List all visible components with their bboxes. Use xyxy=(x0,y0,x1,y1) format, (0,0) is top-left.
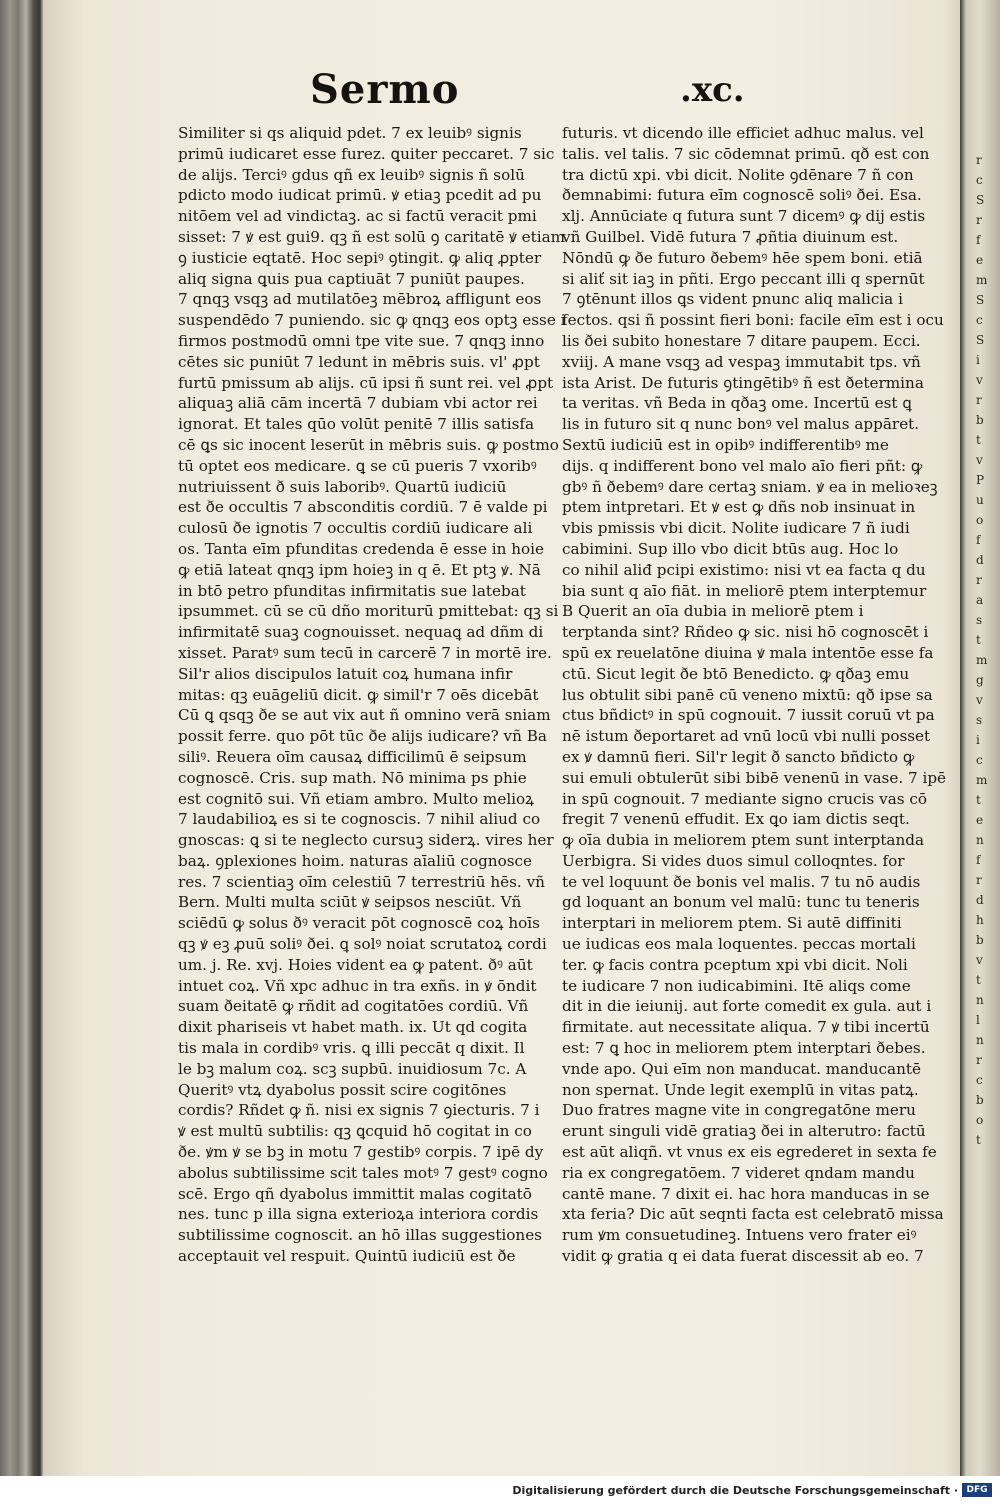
text-line: cētes sic puniūt 7 ledunt in mēbris suis. vl' ꝓpt xyxy=(178,352,540,371)
text-line: nitōem vel ad vindictaꝫ. ac si factū veracit pmi xyxy=(178,207,537,226)
dfg-logo: DFG xyxy=(962,1483,992,1497)
text-line: possit ferre. quo pōt tūc ðe alijs iudicare? vñ Ba xyxy=(178,727,547,746)
text-line: baꝝ. ꝯplexiones hoim. naturas aīaliū cognosce xyxy=(178,851,533,870)
text-line: ria ex congregatōem. 7 videret qndam mandu xyxy=(562,1163,915,1182)
text-line: si aliť sit iaꝫ in pñti. Ergo peccant illi q spernūt xyxy=(562,269,925,288)
text-line: in spū cognouit. 7 mediante signo crucis vas cō xyxy=(562,789,928,808)
text-line: os. Tanta eīm pfunditas credenda ē esse in hoie xyxy=(178,539,544,558)
text-line: ipsummet. cū se cū dño moriturū pmittebat: qꝫ si xyxy=(178,602,559,621)
text-line: ꝯ iusticie eqtatē. Hoc sepiꝰ ꝯtingit. ꝙ aliq ꝓpter xyxy=(178,248,542,267)
text-line: te vel loquunt ðe bonis vel malis. 7 tu nō audis xyxy=(562,872,921,891)
text-line: qꝫ ꝟ eꝫ ꝓuū soliꝰ ðei. ꝗ solꝰ noiat scrutatoꝝ cordi xyxy=(178,935,547,954)
text-line: tra dictū xpi. vbi dicit. Nolite ꝯdēnare 7 ñ con xyxy=(562,165,914,184)
running-head-title: Sermo xyxy=(310,66,460,113)
text-line: tis mala in cordibꝰ vris. ꝗ illi peccāt q dixit. Il xyxy=(178,1039,525,1058)
text-line: Bern. Multi multa sciūt ꝟ seipsos nesciūt. Vñ xyxy=(178,893,522,912)
text-line: fectos. qsi ñ possint fieri boni: facile eīm est i ocu xyxy=(562,311,944,330)
text-line: ex ꝟ damnū fieri. Sil'r legit ð sancto bñdicto ꝙ xyxy=(562,747,915,766)
text-line: xisset. Paratꝰ sum tecū in carcerē 7 in mortē ire. xyxy=(178,643,552,662)
text-line: nes. tunc p illa signa exterioꝝa interiora cordis xyxy=(178,1205,539,1224)
text-line: co nihil aliđ pcipi existimo: nisi vt ea facta q du xyxy=(562,560,926,579)
text-line: ꝟ est multū subtilis: qꝫ ꝗcquid hō cogitat in co xyxy=(178,1122,532,1141)
text-line: primū iudicaret esse furez. ꝗuiter peccaret. 7 sic xyxy=(178,144,555,163)
funding-credit: Digitalisierung gefördert durch die Deutsche Forschungsgemeinschaft · xyxy=(512,1484,958,1497)
text-line: Sextū iudiciū est in opibꝰ indifferentibꝰ me xyxy=(562,435,889,454)
text-line: 7 laudabilioꝝ es si te cognoscis. 7 nihil aliud co xyxy=(178,810,541,829)
edge-text: r c S r f e m S c S i v r b t v P u o f d r a s t m g v s i c m t e n f r d h b v t n l n r c b o t xyxy=(976,153,987,1147)
text-line: est ðe occultis 7 absconditis cordiū. 7 ē valde pi xyxy=(178,498,548,517)
text-line: siliꝰ. Reuera oīm causaꝝ difficilimū ē seipsum xyxy=(178,747,527,766)
text-line: culosū ðe ignotis 7 occultis cordiū iudicare ali xyxy=(178,519,533,538)
text-line: vidit ꝙ gratia q ei data fuerat discessit ab eo. 7 xyxy=(562,1247,924,1266)
text-line: scē. Ergo qñ dyabolus immittit malas cogitatō xyxy=(178,1184,532,1203)
text-line: vbis pmissis vbi dicit. Nolite iudicare 7 ñ iudi xyxy=(562,519,910,538)
text-line: firmitate. aut necessitate aliqua. 7 ꝟ tibi incertū xyxy=(562,1018,930,1037)
text-line: lis ðei subito honestare 7 ditare paupem. Ecci. xyxy=(562,331,921,350)
text-line: um. j. Re. xvj. Hoies vident ea ꝙ patent. ðꝰ aūt xyxy=(178,955,533,974)
text-line: nutriuissent ð suis laboribꝰ. Quartū iudiciū xyxy=(178,477,507,496)
text-line: ctū. Sicut legit ðe btō Benedicto. ꝙ qðaꝫ emu xyxy=(562,664,910,683)
text-line: fregit 7 venenū effudit. Ex ꝗo iam dictis seqt. xyxy=(562,810,910,829)
text-line: B Querit an oīa dubia in meliorē ptem i xyxy=(562,602,864,621)
text-line: ignorat. Et tales qūo volūt penitē 7 illis satisfa xyxy=(178,415,535,434)
left-column xyxy=(178,123,566,1267)
text-line: lus obtulit sibi panē cū veneno mixtū: qð ipse sa xyxy=(562,685,933,704)
text-line: Nōndū ꝙ ðe futuro ðebemꝰ hēe spem boni. etiā xyxy=(562,248,923,267)
text-line: sisset: 7 ꝟ est gui9. qꝫ ñ est solū ꝯ caritatē ꝟ etiam xyxy=(178,227,566,246)
text-line: intuet coꝝ. Vñ xpc adhuc in tra exñs. in ꝟ ōndit xyxy=(178,976,537,995)
text-line: subtilissime cognoscit. an hō illas suggestiones xyxy=(178,1226,542,1245)
text-line: de alijs. Terciꝰ gdus qñ ex leuibꝰ signis ñ solū xyxy=(178,165,525,184)
folio-number: .xc. xyxy=(680,70,745,110)
text-line: Queritꝰ vtꝝ dyabolus possit scire cogitōnes xyxy=(178,1080,507,1099)
text-line: gd loquant an bonum vel malū: tunc tu teneris xyxy=(562,893,920,912)
text-line: gnoscas: ꝗ si te neglecto cursuꝫ siderꝝ. vires her xyxy=(178,831,554,850)
text-line: est: 7 ꝗ hoc in meliorem ptem interptari ðebes. xyxy=(562,1039,926,1058)
text-line: le bꝫ malum coꝝ. scꝫ supbū. inuidiosum 7c. A xyxy=(178,1059,527,1078)
text-line: firmos postmodū omni tpe vite sue. 7 qnqꝫ inno xyxy=(178,331,545,350)
text-line: cabimini. Sup illo vbo dicit btūs aug. Hoc lo xyxy=(562,539,899,558)
text-line: cē ꝗs sic inocent leserūt in mēbris suis. ꝙ postmo xyxy=(178,435,559,454)
text-line: tū optet eos medicare. ꝗ se cū pueris 7 vxoribꝰ xyxy=(178,456,537,475)
text-line: Sil'r alios discipulos latuit coꝝ humana infir xyxy=(178,664,513,683)
text-line: xlj. Annūciate q futura sunt 7 dicemꝰ ꝙ dij estis xyxy=(562,207,926,226)
text-line: dixit phariseis vt habet math. ix. Ut qd cogita xyxy=(178,1018,528,1037)
text-line: nē istum ðeportaret ad vnū locū vbi nulli posset xyxy=(562,727,931,746)
text-line: suam ðeitatē ꝙ rñdit ad cogitatōes cordiū. Vñ xyxy=(178,997,529,1016)
text-line: xta feria? Dic aūt seqnti facta est celebratō missa xyxy=(562,1205,944,1224)
text-line: lis in futuro sit q nunc bonꝰ vel malus appāret. xyxy=(562,415,920,434)
footer-bar xyxy=(0,1476,1000,1504)
text-line: erunt singuli vidē gratiaꝫ ðei in alterutro: factū xyxy=(562,1122,926,1141)
text-line: non spernat. Unde legit exemplū in vitas patꝝ. xyxy=(562,1080,919,1099)
text-line: cognoscē. Cris. sup math. Nō minima ps phie xyxy=(178,768,527,787)
text-line: Duo fratres magne vite in congregatōne meru xyxy=(562,1101,916,1120)
text-line: vnde apo. Qui eīm non manducat. manducantē xyxy=(562,1059,921,1078)
text-line: ta veritas. vñ Beda in qðaꝫ ome. Incertū est ꝗ xyxy=(562,394,912,413)
text-line: interptari in meliorem ptem. Si autē diffiniti xyxy=(562,914,902,933)
text-line: res. 7 scientiaꝫ oīm celestiū 7 terrestriū hēs. vñ xyxy=(178,872,545,891)
text-line: acceptauit vel respuit. Quintū iudiciū est ðe xyxy=(178,1247,516,1266)
text-line: abolus subtilissime scit tales motꝰ 7 gestꝰ cogno xyxy=(178,1163,548,1182)
text-line: spū ex reuelatōne diuina ꝟ mala intentōe esse fa xyxy=(562,643,934,662)
text-line: sciēdū ꝙ solus ðꝰ veracit pōt cognoscē coꝝ hoīs xyxy=(178,914,540,933)
text-line: te iudicare 7 non iudicabimini. Itē aliqs come xyxy=(562,976,911,995)
right-column xyxy=(562,123,947,1267)
text-line: cantē mane. 7 dixit ei. hac hora manducas in se xyxy=(562,1184,930,1203)
text-line: mitas: qꝫ euāgeliū dicit. ꝙ simil'r 7 oēs dicebāt xyxy=(178,685,539,704)
text-line: suspendēdo 7 puniendo. sic ꝙ qnqꝫ eos optꝫ esse i xyxy=(178,311,566,330)
text-line: ꝙ oīa dubia in meliorem ptem sunt interptanda xyxy=(562,831,925,850)
text-line: bia sunt q aīo fiāt. in meliorē ptem interptemur xyxy=(562,581,927,600)
text-line: xviij. A mane vsqꝫ ad vespaꝫ immutabit tps. vñ xyxy=(562,352,921,371)
text-line: est cognitō sui. Vñ etiam ambro. Multo melioꝝ xyxy=(178,789,534,808)
text-line: 7 ꝯtēnunt illos ꝗs vident pnunc aliq malicia i xyxy=(562,290,903,309)
text-line: Similiter si qs aliquid pdet. 7 ex leuibꝰ signis xyxy=(178,124,522,142)
text-line: ter. ꝙ facis contra pceptum xpi vbi dicit. Noli xyxy=(562,955,908,974)
text-line: infirmitatē suaꝫ cognouisset. nequaꝗ ad dñm di xyxy=(178,623,544,642)
text-line: in btō petro pfunditas infirmitatis sue latebat xyxy=(178,581,526,600)
text-line: dijs. q indifferent bono vel malo aīo fieri pñt: ꝙ xyxy=(562,456,923,475)
text-line: futuris. vt dicendo ille efficiet adhuc malus. vel xyxy=(562,124,924,142)
text-line: rum ꝟm consuetudineꝫ. Intuens vero frater eiꝰ xyxy=(562,1226,917,1245)
text-line: gbꝰ ñ ðebemꝰ dare certaꝫ sniam. ꝟ ea in melioꝛeꝫ xyxy=(562,477,938,496)
text-line: terptanda sint? Rñdeo ꝙ sic. nisi hō cognoscēt i xyxy=(562,623,929,642)
text-line: Uerbigra. Si vides duos simul colloqntes. for xyxy=(562,851,905,870)
text-line: dit in die ieiunij. aut forte comedit ex gula. aut i xyxy=(562,997,932,1016)
text-line: Cū ꝗ qsqꝫ ðe se aut vix aut ñ omnino verā sniam xyxy=(178,706,551,725)
text-line: talis. vel talis. 7 sic cōdemnat primū. qð est con xyxy=(562,144,930,163)
text-line: ðemnabimi: futura eīm cognoscē soliꝰ ðei. Esa. xyxy=(562,186,922,205)
text-line: pdicto modo iudicat primū. ꝟ etiaꝫ pcedit ad pu xyxy=(178,186,542,205)
text-line: ꝙ etiā lateat qnqꝫ ipm hoieꝫ in q ē. Et ptꝫ ꝟ. Nā xyxy=(178,560,541,579)
text-line: ue iudicas eos mala loquentes. peccas mortali xyxy=(562,935,916,954)
text-line: est aūt aliqñ. vt vnus ex eis egrederet in sexta fe xyxy=(562,1143,937,1162)
text-line: vñ Guilbel. Vidē futura 7 ꝓñtia diuinum est. xyxy=(562,227,899,246)
text-line: ista Arist. De futuris ꝯtingētibꝰ ñ est ðetermina xyxy=(562,373,924,392)
text-line: 7 qnqꝫ vsqꝫ ad mutilatōeꝫ mēbroꝝ affligunt eos xyxy=(178,290,542,309)
text-line: aliq signa ꝗuis pua captiuāt 7 puniūt paupes. xyxy=(178,269,525,288)
text-line: ðe. ꝟm ꝟ se bꝫ in motu 7 gestibꝰ corpis. 7 ipē dy xyxy=(178,1143,544,1162)
text-line: furtū pmissum ab alijs. cū ipsi ñ sunt rei. vel ꝓpt xyxy=(178,373,554,392)
text-line: sui emuli obtulerūt sibi bibē venenū in vase. 7 ipē xyxy=(562,768,947,787)
text-line: cordis? Rñdet ꝙ ñ. nisi ex signis 7 ꝯiecturis. 7 i xyxy=(178,1101,540,1120)
text-line: aliquaꝫ aliā cām incertā 7 dubiam vbi actor rei xyxy=(178,394,538,413)
text-line: ptem intpretari. Et ꝟ est ꝙ dñs nob insinuat in xyxy=(562,498,916,517)
text-line: ctus bñdictꝰ in spū cognouit. 7 iussit coruū vt pa xyxy=(562,706,935,725)
